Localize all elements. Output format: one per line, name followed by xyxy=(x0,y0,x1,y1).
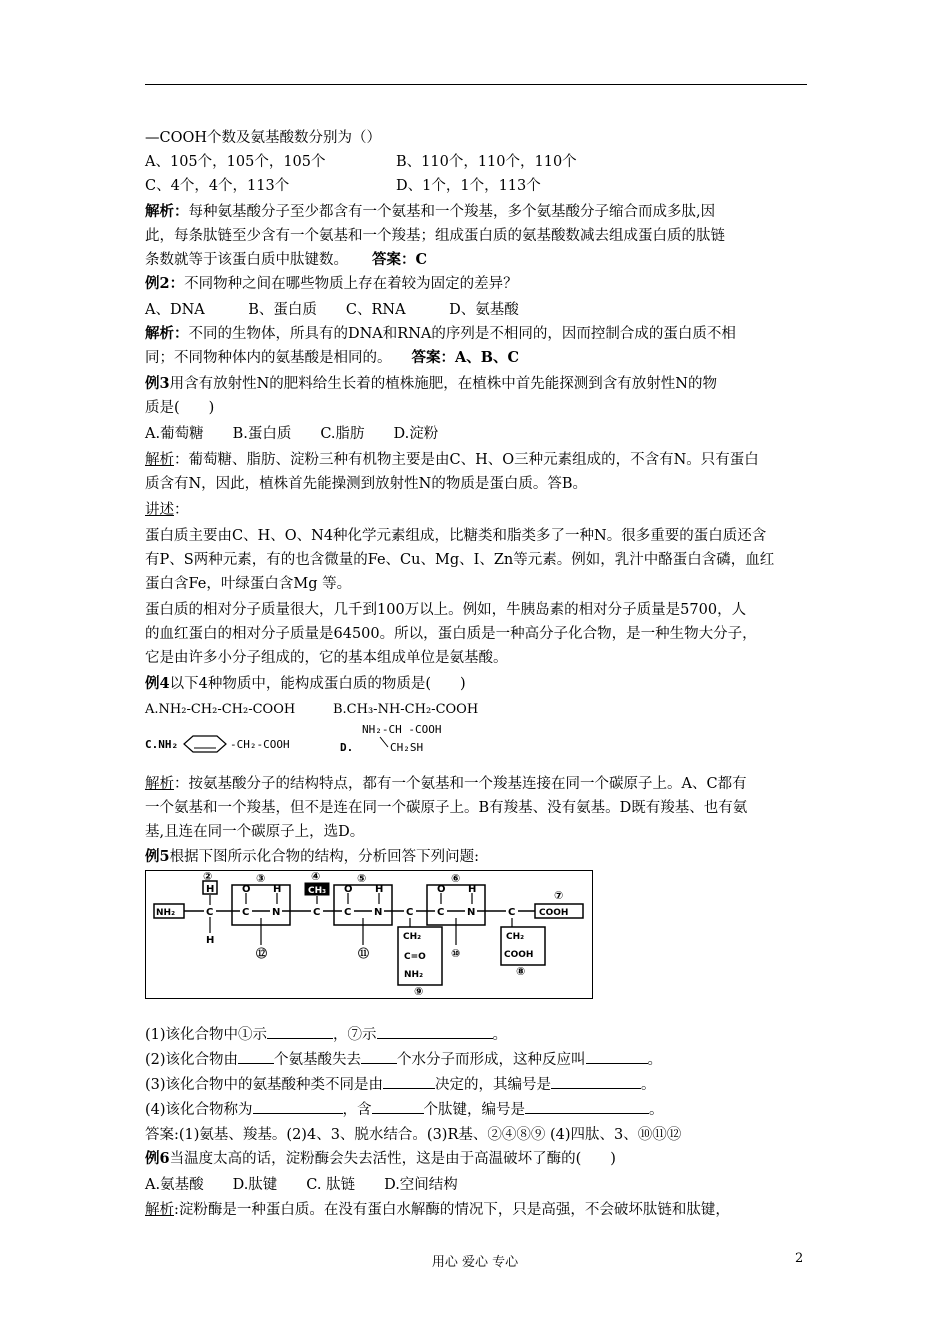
analysis-text: 同；不同物种体内的氨基酸是相同的。 xyxy=(145,350,392,366)
atom-c: C xyxy=(242,907,250,918)
example-4-option-a: A.NH₂-CH₂-CH₂-COOH xyxy=(145,702,296,717)
group-nh2: NH₂ xyxy=(156,908,176,918)
answer-blank[interactable] xyxy=(551,1074,641,1089)
example-2-analysis-line2 xyxy=(145,347,519,369)
example-6 xyxy=(145,1148,616,1170)
label-2: ② xyxy=(203,871,213,883)
question-text: ，含 xyxy=(342,1102,372,1118)
example-4-option-b: B.CH₃-NH-CH₂-COOH xyxy=(333,702,479,717)
example-3 xyxy=(145,373,717,395)
example-4-analysis xyxy=(145,773,747,795)
group-cooh: COOH xyxy=(539,908,569,918)
label-6: ⑥ xyxy=(451,872,461,885)
label-12: ⑫ xyxy=(256,947,267,960)
example-text: 以下4种物质中，能构成蛋白质的物质是( ) xyxy=(169,676,466,692)
lecture-p1-line3: 蛋白含Fe，叶绿蛋白含Mg 等。 xyxy=(145,576,352,592)
question-text: (4)该化合物称为 xyxy=(145,1102,253,1118)
question-text: 。 xyxy=(492,1027,508,1043)
question-text: 个氨基酸失去 xyxy=(274,1052,362,1068)
answer-blank[interactable] xyxy=(372,1099,424,1114)
example-4-analysis-line3: 基,且连在同一个碳原子上，选D。 xyxy=(145,824,365,840)
analysis-label: 解析： xyxy=(145,203,189,220)
label-7: ⑦ xyxy=(554,889,564,902)
label-10: ⑩ xyxy=(451,947,461,960)
question-text: 。 xyxy=(647,1052,663,1068)
option-d: D、1个，1个，113个 xyxy=(396,178,541,194)
option-a: A、105个，105个，105个 xyxy=(145,154,326,170)
label-4: ④ xyxy=(311,871,321,883)
label-3: ③ xyxy=(256,872,266,885)
analysis-text: :淀粉酶是一种蛋白质。在没有蛋白水解酶的情况下，只是高强，不会破坏肽链和肽键， xyxy=(174,1202,730,1218)
example-3-analysis xyxy=(145,449,759,471)
answer-blank[interactable] xyxy=(383,1074,435,1089)
example-2-analysis xyxy=(145,323,736,345)
page-footer: 用心 爱心 专心 xyxy=(431,1255,519,1270)
answer-blank[interactable] xyxy=(238,1049,274,1064)
analysis-text: 每种氨基酸分子至少都含有一个氨基和一个羧基，多个氨基酸分子缩合而成多肽,因 xyxy=(188,204,716,220)
example-5 xyxy=(145,846,479,868)
example-2 xyxy=(145,273,518,295)
example-3-options: A.葡萄糖 B.蛋白质 C.脂肪 D.淀粉 xyxy=(145,426,439,442)
question-4 xyxy=(145,1099,664,1121)
question-3 xyxy=(145,1074,656,1096)
example-6-options: A.氨基酸 D.肽键 C. 肽链 D.空间结构 xyxy=(145,1177,458,1193)
analysis-1 xyxy=(145,201,715,223)
label-11: ⑪ xyxy=(358,947,369,960)
answer-blank[interactable] xyxy=(586,1049,648,1064)
example-2-options: A、DNA B、蛋白质 C、RNA D、氨基酸 xyxy=(145,302,519,318)
group-ch2: CH₂ xyxy=(403,932,422,942)
example-4-option-c-right: -CH₂-COOH xyxy=(230,738,290,751)
answer-blank[interactable] xyxy=(361,1049,397,1064)
analysis-1-line3 xyxy=(145,249,427,271)
atom-n: N xyxy=(374,907,383,918)
analysis-text: 不同的生物体，所具有的DNA和RNA的序列是不相同的，因而控制合成的蛋白质不相 xyxy=(188,326,736,342)
example-label: 例5 xyxy=(145,848,170,865)
analysis-label: 解析 xyxy=(145,776,174,792)
example-4-option-d-label: D. xyxy=(340,741,354,754)
lecture-p1-line2: 有P、S两种元素，有的也含微量的Fe、Cu、Mg、I、Zn等元素。例如，乳汁中酪蛋白含磷，血红 xyxy=(145,552,775,568)
atom-n: N xyxy=(467,907,476,918)
benzene-ring-icon xyxy=(180,733,230,755)
analysis-label: 解析 xyxy=(145,1202,174,1218)
group-co: C=O xyxy=(404,952,426,962)
example-label: 例2： xyxy=(145,275,185,292)
atom-n: N xyxy=(272,907,281,918)
example-3-analysis-line2: 质含有N，因此，植株首先能操测到放射性N的物质是蛋白质。答B。 xyxy=(145,476,588,492)
atom-h: H xyxy=(206,884,215,895)
example-label: 例6 xyxy=(145,1150,170,1167)
example-6-analysis xyxy=(145,1199,730,1221)
lecture-p2: 蛋白质的相对分子质量很大，几千到100万以上。例如，牛胰岛素的相对分子质量是5700，人 xyxy=(145,602,747,618)
atom-c: C xyxy=(437,907,445,918)
answer-blank[interactable] xyxy=(267,1024,333,1039)
atom-o: O xyxy=(344,884,353,895)
example-label: 例3 xyxy=(145,375,170,392)
lecture-colon: ： xyxy=(174,502,189,518)
answer-blank[interactable] xyxy=(525,1099,649,1114)
label-9: ⑨ xyxy=(414,985,424,998)
answer-blank[interactable] xyxy=(377,1024,493,1039)
atom-h: H xyxy=(273,884,282,895)
atom-h: H xyxy=(206,935,215,946)
analysis-text: ：葡萄糖、脂肪、淀粉三种有机物主要是由C、H、O三种元素组成的，不含有N。只有蛋白 xyxy=(174,452,759,468)
example-4 xyxy=(145,673,466,695)
group-ch2: CH₂ xyxy=(506,932,525,942)
structure-diagram xyxy=(146,871,592,998)
atom-c: C xyxy=(406,907,414,918)
question-text: 。 xyxy=(641,1077,656,1093)
atom-c: C xyxy=(508,907,516,918)
example-4-option-d-top: NH₂-CH -COOH xyxy=(362,723,442,736)
example-3-line2: 质是( ) xyxy=(145,400,215,416)
question-text: ，⑦示 xyxy=(333,1027,377,1043)
question-2 xyxy=(145,1049,662,1071)
example-text: 用含有放射性N的肥料给生长着的植株施肥，在植株中首先能探测到含有放射性N的物 xyxy=(169,376,717,392)
atom-c: C xyxy=(206,907,214,918)
option-b: B、110个，110个，110个 xyxy=(396,154,577,170)
example-4-analysis-line2: 一个氨基和一个羧基，但不是连在同一个碳原子上。B有羧基、没有氨基。D既有羧基、也有氨 xyxy=(145,800,748,816)
header-rule xyxy=(145,84,807,85)
atom-h: H xyxy=(468,884,477,895)
lecture-heading xyxy=(145,499,189,521)
answer: 答案：A、B、C xyxy=(411,349,520,366)
analysis-1-line2: 此，每条肽链至少含有一个氨基和一个羧基；组成蛋白质的氨基酸数减去组成蛋白质的肽链 xyxy=(145,228,725,244)
answer-blank[interactable] xyxy=(253,1099,343,1114)
question-text: (1)该化合物中①示 xyxy=(145,1027,268,1043)
atom-h: H xyxy=(375,884,384,895)
group-ch3: CH₃ xyxy=(308,886,327,896)
option-c: C、4个，4个，113个 xyxy=(145,178,290,194)
page-number: 2 xyxy=(795,1251,804,1266)
example-text: 根据下图所示化合物的结构，分析回答下列问题: xyxy=(169,849,479,865)
question-text: 。 xyxy=(649,1102,664,1118)
analysis-label: 解析： xyxy=(145,325,189,342)
label-5: ⑤ xyxy=(357,872,367,885)
question-text: 决定的，其编号是 xyxy=(435,1077,552,1093)
analysis-label: 解析 xyxy=(145,452,174,468)
analysis-text: 条数就等于该蛋白质中肽键数。 xyxy=(145,252,348,268)
lecture-label: 讲述 xyxy=(145,502,174,518)
atom-c: C xyxy=(313,907,321,918)
question-text: (2)该化合物由 xyxy=(145,1052,239,1068)
example-text: 不同物种之间在哪些物质上存在着较为固定的差异？ xyxy=(184,276,518,292)
example-label: 例4 xyxy=(145,675,170,692)
analysis-text: ：按氨基酸分子的结构特点，都有一个氨基和一个羧基连接在同一个碳原子上。A、C都有 xyxy=(174,776,747,792)
question-text: 个肽键，编号是 xyxy=(423,1102,526,1118)
question-text: 个水分子而形成，这种反应叫 xyxy=(397,1052,586,1068)
question-text: (3)该化合物中的氨基酸种类不同是由 xyxy=(145,1077,384,1093)
example-text: 当温度太高的话，淀粉酶会失去活性，这是由于高温破坏了酶的( ) xyxy=(169,1151,616,1167)
atom-c: C xyxy=(344,907,352,918)
group-cooh: COOH xyxy=(504,950,534,960)
lecture-p1: 蛋白质主要由C、H、O、N4种化学元素组成，比糖类和脂类多了一种N。很多重要的蛋白质还含 xyxy=(145,528,767,544)
atom-o: O xyxy=(437,884,446,895)
lecture-p2-line3: 它是由许多小分子组成的，它的基本组成单位是氨基酸。 xyxy=(145,650,508,666)
example-4-option-c-left: C.NH₂ xyxy=(145,738,179,751)
label-8: ⑧ xyxy=(516,965,526,978)
answer-5: 答案:(1)氨基、羧基。(2)4、3、脱水结合。(3)R基、②④⑧⑨ (4)四肽、3、⑩⑪⑫ xyxy=(145,1127,682,1143)
lecture-p2-line2: 的血红蛋白的相对分子质量是64500。所以，蛋白质是一种高分子化合物，是一种生物大分子， xyxy=(145,626,757,642)
example-4-option-d-bottom: CH₂SH xyxy=(390,741,424,754)
compound-structure-figure xyxy=(145,870,593,999)
question-stem-end: —COOH个数及氨基酸数分别为（） xyxy=(145,130,382,146)
question-1 xyxy=(145,1024,507,1046)
answer: 答案：C xyxy=(372,251,428,268)
atom-o: O xyxy=(242,884,251,895)
group-nh2: NH₂ xyxy=(404,970,424,980)
